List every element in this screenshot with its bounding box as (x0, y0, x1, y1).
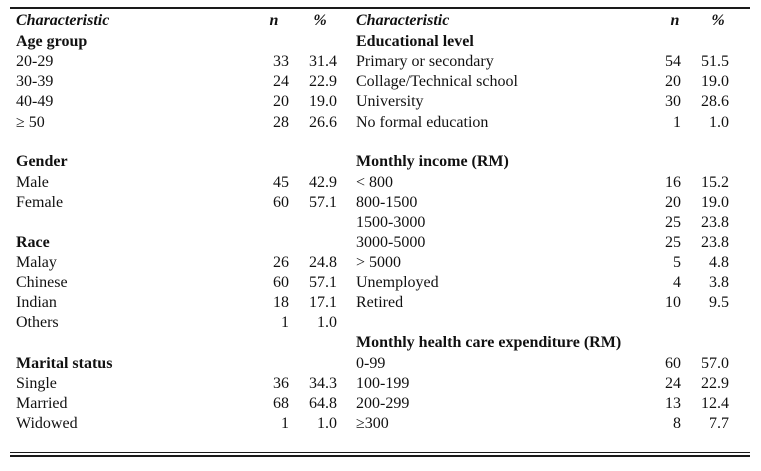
header-n-left: n (269, 12, 279, 29)
row-n: 45 (273, 174, 289, 191)
row-n: 8 (673, 415, 681, 432)
row-n: 60 (273, 274, 289, 291)
row-n: 1 (281, 415, 289, 432)
row-label: Chinese (16, 274, 68, 291)
row-pct: 64.8 (309, 395, 337, 412)
row-pct: 23.8 (701, 214, 729, 231)
row-pct: 22.9 (309, 73, 337, 90)
row-n: 33 (273, 53, 289, 70)
row-n: 20 (665, 73, 681, 90)
row-label: 100-199 (356, 375, 410, 392)
header-pct-right: % (711, 12, 725, 29)
row-label: ≥ 50 (16, 114, 45, 131)
row-label: Female (16, 194, 64, 211)
row-n: 24 (665, 375, 681, 392)
row-label: Others (16, 314, 59, 331)
row-pct: 15.2 (701, 174, 729, 191)
row-n: 54 (665, 53, 681, 70)
row-pct: 31.4 (309, 53, 337, 70)
row-pct: 1.0 (317, 415, 337, 432)
row-pct: 17.1 (309, 294, 337, 311)
row-pct: 9.5 (709, 294, 729, 311)
row-n: 60 (665, 355, 681, 372)
row-n: 13 (665, 395, 681, 412)
row-pct: 19.0 (701, 194, 729, 211)
row-n: 18 (273, 294, 289, 311)
table-bottom-rule-thin (10, 452, 750, 453)
row-label: 1500-3000 (356, 214, 426, 231)
row-pct: 19.0 (701, 73, 729, 90)
row-label: Unemployed (356, 274, 439, 291)
row-pct: 1.0 (709, 114, 729, 131)
table-top-rule (10, 7, 750, 9)
row-label: 40-49 (16, 93, 54, 110)
row-n: 60 (273, 194, 289, 211)
row-pct: 4.8 (709, 254, 729, 271)
row-n: 36 (273, 375, 289, 392)
row-pct: 24.8 (309, 254, 337, 271)
section-title-gender: Gender (16, 153, 68, 170)
row-n: 1 (281, 314, 289, 331)
row-n: 25 (665, 234, 681, 251)
table-bottom-rule-thick (10, 455, 750, 457)
row-n: 30 (665, 93, 681, 110)
row-pct: 7.7 (709, 415, 729, 432)
row-label: 800-1500 (356, 194, 418, 211)
row-pct: 42.9 (309, 174, 337, 191)
row-label: Collage/Technical school (356, 73, 518, 90)
row-pct: 12.4 (701, 395, 729, 412)
row-n: 68 (273, 395, 289, 412)
row-pct: 23.8 (701, 234, 729, 251)
row-pct: 1.0 (317, 314, 337, 331)
row-n: 25 (665, 214, 681, 231)
row-label: 30-39 (16, 73, 54, 90)
row-label: Widowed (16, 415, 78, 432)
row-label: Indian (16, 294, 57, 311)
row-label: Malay (16, 254, 57, 271)
row-pct: 26.6 (309, 114, 337, 131)
row-n: 24 (273, 73, 289, 90)
row-label: < 800 (356, 174, 394, 191)
row-label: Primary or secondary (356, 53, 494, 70)
row-n: 4 (673, 274, 681, 291)
row-n: 20 (665, 194, 681, 211)
row-n: 5 (673, 254, 681, 271)
row-label: ≥300 (356, 415, 389, 432)
row-n: 1 (673, 114, 681, 131)
row-pct: 57.0 (701, 355, 729, 372)
row-n: 10 (665, 294, 681, 311)
row-pct: 34.3 (309, 375, 337, 392)
section-title-health-care-expenditure: Monthly health care expenditure (RM) (356, 334, 622, 351)
row-pct: 57.1 (309, 274, 337, 291)
header-characteristic-left: Characteristic (16, 12, 110, 29)
row-label: Male (16, 174, 49, 191)
row-label: 20-29 (16, 53, 54, 70)
section-title-monthly-income: Monthly income (RM) (356, 153, 509, 170)
section-title-age-group: Age group (16, 33, 88, 50)
row-label: Single (16, 375, 57, 392)
row-n: 16 (665, 174, 681, 191)
row-label: 200-299 (356, 395, 410, 412)
row-label: Retired (356, 294, 404, 311)
section-title-race: Race (16, 234, 50, 251)
section-title-educational-level: Educational level (356, 33, 474, 50)
header-pct-left: % (313, 12, 327, 29)
row-n: 28 (273, 114, 289, 131)
row-label: 3000-5000 (356, 234, 426, 251)
row-pct: 28.6 (701, 93, 729, 110)
row-pct: 57.1 (309, 194, 337, 211)
row-label: No formal education (356, 114, 489, 131)
row-label: Married (16, 395, 68, 412)
row-pct: 22.9 (701, 375, 729, 392)
row-label: University (356, 93, 424, 110)
section-title-marital-status: Marital status (16, 355, 113, 372)
row-n: 26 (273, 254, 289, 271)
header-n-right: n (670, 12, 680, 29)
row-pct: 19.0 (309, 93, 337, 110)
row-pct: 3.8 (709, 274, 729, 291)
row-n: 20 (273, 93, 289, 110)
row-label: 0-99 (356, 355, 386, 372)
header-characteristic-right: Characteristic (356, 12, 450, 29)
row-pct: 51.5 (701, 53, 729, 70)
row-label: > 5000 (356, 254, 402, 271)
